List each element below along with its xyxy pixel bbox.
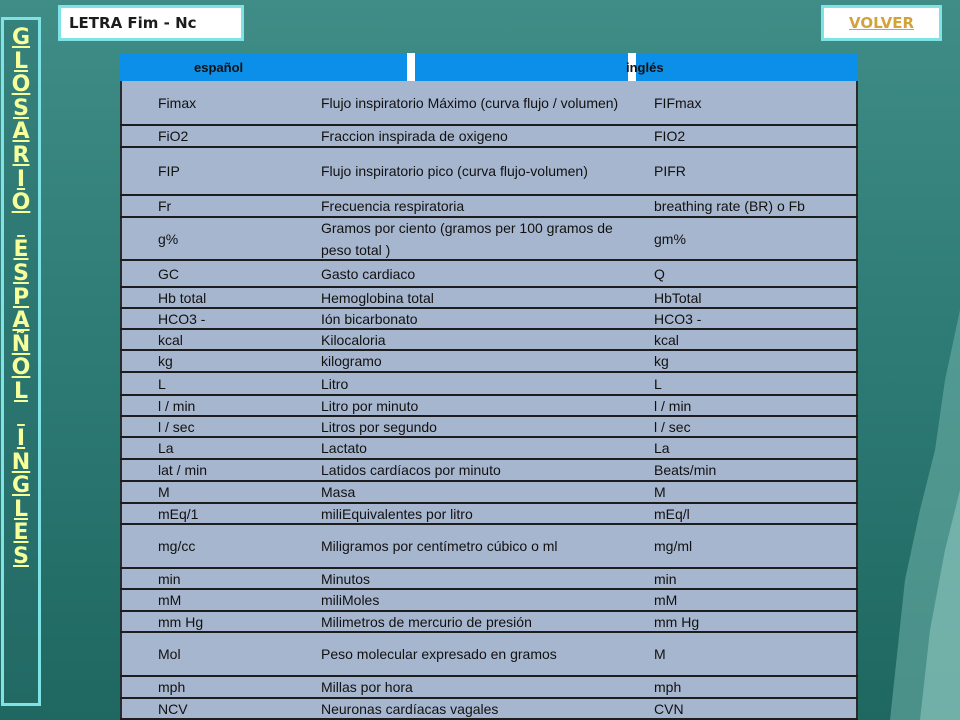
term-spanish: FiO2	[158, 128, 189, 144]
table-row	[120, 612, 858, 633]
term-english: FIFmax	[654, 94, 702, 111]
term-spanish: Mol	[158, 646, 181, 662]
term-english: mg/ml	[654, 538, 693, 554]
sidebar-letter[interactable]	[4, 404, 38, 428]
table-row	[120, 396, 858, 417]
term-spanish: mM	[158, 592, 182, 608]
term-english: gm%	[654, 230, 686, 247]
sidebar-letter[interactable]	[4, 215, 38, 239]
back-button[interactable]	[821, 5, 942, 41]
page-title: LETRA Fim - Nc	[69, 14, 197, 32]
table-row	[120, 633, 858, 677]
term-english: M	[654, 484, 666, 500]
term-english: breathing rate (BR) o Fb	[654, 198, 805, 214]
glossary-sidebar[interactable]	[1, 17, 41, 706]
sidebar-letter[interactable]: S	[13, 544, 29, 570]
term-description: Ión bicarbonato	[321, 310, 418, 327]
term-description: Miligramos por centímetro cúbico o ml	[321, 538, 558, 554]
term-english: L	[654, 375, 662, 392]
term-spanish: kg	[158, 353, 173, 369]
term-description: Gramos por ciento (gramos per 100 gramos de peso total )	[321, 219, 613, 258]
term-description: Flujo inspiratorio Máximo (curva flujo / volumen)	[321, 94, 619, 111]
sidebar-letter[interactable]: S	[13, 260, 29, 286]
term-description: Millas por hora	[321, 679, 413, 695]
table-row	[120, 288, 858, 309]
term-english: mM	[654, 592, 678, 608]
table-row	[120, 504, 858, 525]
sidebar-letter[interactable]: L	[13, 378, 29, 404]
glossary-table	[120, 53, 858, 720]
term-description: miliEquivalentes por litro	[321, 505, 473, 522]
term-english: FIO2	[654, 128, 686, 144]
term-english: CVN	[654, 700, 684, 717]
table-row	[120, 677, 858, 699]
term-english: l / sec	[654, 418, 691, 435]
table-row	[120, 525, 858, 569]
term-spanish: mg/cc	[158, 538, 196, 554]
term-spanish: min	[158, 570, 181, 587]
term-description: kilogramo	[321, 353, 382, 369]
iceberg-decoration	[850, 250, 960, 720]
table-row	[120, 148, 858, 196]
sidebar-letter[interactable]: Ñ	[11, 331, 31, 357]
table-row	[120, 330, 858, 351]
term-description: Milimetros de mercurio de presión	[321, 613, 532, 630]
table-row	[120, 482, 858, 504]
sidebar-letter[interactable]: O	[11, 190, 31, 216]
term-description: Hemoglobina total	[321, 289, 434, 306]
term-spanish: NCV	[158, 700, 188, 717]
term-spanish: Fr	[158, 198, 172, 214]
header-gap	[407, 53, 415, 81]
term-description: Flujo inspiratorio pico (curva flujo-volumen)	[321, 163, 588, 179]
term-english: l / min	[654, 397, 692, 414]
term-english: mph	[654, 679, 682, 695]
sidebar-letter[interactable]: I	[16, 166, 26, 192]
sidebar-letter[interactable]: S	[13, 95, 29, 121]
term-spanish: Hb total	[158, 289, 207, 306]
header-english: inglés	[626, 60, 664, 75]
table-row	[120, 196, 858, 218]
term-english: Q	[654, 265, 665, 282]
term-spanish: mEq/1	[158, 505, 199, 522]
table-row	[120, 81, 858, 126]
term-description: Lactato	[321, 440, 367, 456]
table-row	[120, 373, 858, 396]
back-button-label[interactable]: VOLVER	[849, 14, 914, 32]
term-english: min	[654, 570, 677, 587]
table-row	[120, 569, 858, 590]
sidebar-letter[interactable]: E	[13, 237, 29, 263]
term-description: Peso molecular expresado en gramos	[321, 646, 557, 662]
sidebar-letter[interactable]: P	[12, 284, 30, 310]
sidebar-letter[interactable]: L	[13, 48, 29, 74]
sidebar-vertical-title[interactable]	[4, 26, 38, 569]
term-english: HCO3 -	[654, 310, 702, 327]
table-row	[120, 438, 858, 460]
term-english: mEq/l	[654, 505, 690, 522]
term-description: Fraccion inspirada de oxigeno	[321, 128, 508, 144]
term-spanish: l / min	[158, 397, 196, 414]
term-english: mm Hg	[654, 613, 700, 630]
term-spanish: GC	[158, 265, 179, 282]
term-spanish: La	[158, 440, 174, 456]
sidebar-letter[interactable]: A	[12, 308, 30, 334]
letter-range-title	[58, 5, 244, 41]
table-row	[120, 417, 858, 438]
table-row	[120, 261, 858, 288]
table-row	[120, 351, 858, 373]
table-row	[120, 699, 858, 720]
table-row	[120, 590, 858, 612]
sidebar-letter[interactable]: O	[11, 355, 31, 381]
table-row	[120, 218, 858, 261]
sidebar-letter[interactable]: A	[12, 119, 30, 145]
term-spanish: Fimax	[158, 94, 197, 111]
sidebar-letter[interactable]: G	[11, 25, 31, 50]
term-spanish: mm Hg	[158, 613, 204, 630]
term-description: Frecuencia respiratoria	[321, 198, 465, 214]
term-english: M	[654, 646, 666, 662]
term-english: kg	[654, 353, 669, 369]
sidebar-letter[interactable]: N	[11, 449, 31, 475]
table-body	[120, 81, 858, 720]
term-spanish: l / sec	[158, 418, 195, 435]
term-spanish: L	[158, 375, 166, 392]
term-description: Latidos cardíacos por minuto	[321, 462, 501, 478]
term-description: Masa	[321, 484, 356, 500]
sidebar-letter[interactable]: L	[13, 496, 29, 522]
term-description: Litro	[321, 375, 349, 392]
term-description: Kilocaloria	[321, 331, 386, 348]
term-english: La	[654, 440, 670, 456]
term-description: miliMoles	[321, 592, 380, 608]
table-row	[120, 309, 858, 330]
term-description: Litros por segundo	[321, 418, 437, 435]
term-spanish: FIP	[158, 163, 180, 179]
term-description: Minutos	[321, 570, 371, 587]
term-english: PIFR	[654, 163, 686, 179]
sidebar-letter[interactable]: G	[11, 473, 31, 499]
term-description: Gasto cardiaco	[321, 265, 416, 282]
term-english: kcal	[654, 331, 679, 348]
term-spanish: mph	[158, 679, 186, 695]
table-header	[120, 53, 858, 81]
term-spanish: g%	[158, 230, 179, 247]
sidebar-letter[interactable]: E	[13, 520, 29, 546]
header-spanish: español	[194, 60, 244, 75]
term-description: Litro por minuto	[321, 397, 419, 414]
term-english: Beats/min	[654, 462, 717, 478]
sidebar-letter[interactable]: R	[12, 142, 30, 168]
term-spanish: kcal	[158, 331, 183, 348]
term-spanish: lat / min	[158, 462, 208, 478]
table-row	[120, 460, 858, 482]
sidebar-letter[interactable]: O	[11, 72, 31, 98]
term-spanish: M	[158, 484, 170, 500]
term-spanish: HCO3 -	[158, 310, 206, 327]
sidebar-letter[interactable]: I	[16, 426, 26, 452]
term-english: HbTotal	[654, 289, 702, 306]
table-row	[120, 126, 858, 148]
term-description: Neuronas cardíacas vagales	[321, 700, 499, 717]
